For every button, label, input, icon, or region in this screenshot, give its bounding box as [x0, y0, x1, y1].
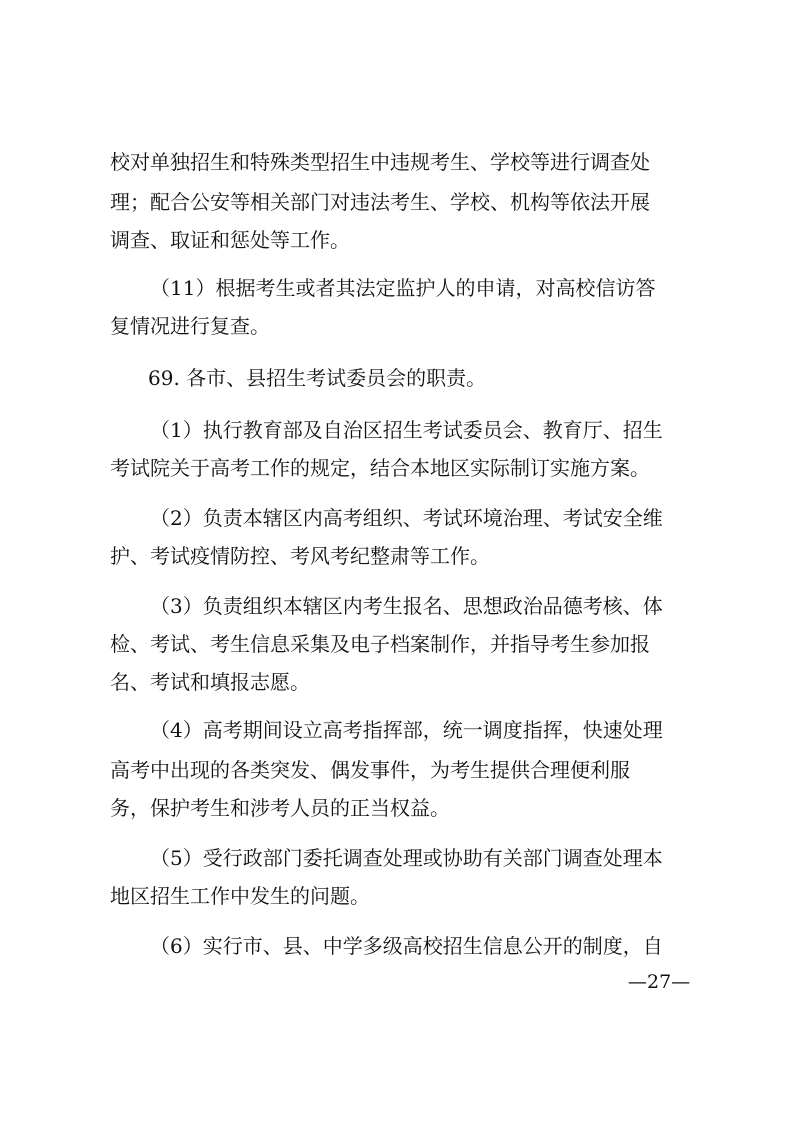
text-line-content: 调查、取证和惩处等工作。 — [110, 228, 350, 252]
text-line-content: （3）负责组织本辖区内考生报名、思想政治品德考核、体 — [150, 594, 663, 618]
text-line — [0, 182, 794, 222]
text-line-content: （5）受行政部门委托调查处理或协助有关部门调查处理本 — [150, 846, 663, 870]
paragraph-3-line — [0, 586, 794, 626]
text-line-content: 校对单独招生和特殊类型招生中违规考生、学校等进行调查处 — [110, 150, 650, 174]
text-line — [0, 220, 794, 260]
paragraph-4-line — [0, 710, 794, 750]
text-line-content: 理；配合公安等相关部门对违法考生、学校、机构等依法开展 — [110, 190, 650, 214]
text-line-content: 检、考试、考生信息采集及电子档案制作，并指导考生参加报 — [110, 632, 650, 656]
text-line — [0, 536, 794, 576]
paragraph-2-line — [0, 498, 794, 538]
paragraph-11-line — [0, 268, 794, 308]
text-line-content: （4）高考期间设立高考指挥部，统一调度指挥，快速处理 — [150, 718, 663, 742]
text-line — [0, 662, 794, 702]
text-line-content: 名、考试和填报志愿。 — [110, 670, 310, 694]
text-line-content: （6）实行市、县、中学多级高校招生信息公开的制度，自 — [150, 934, 663, 958]
section-heading-text: 69. 各市、县招生考试委员会的职责。 — [148, 366, 487, 390]
text-line-content: （2）负责本辖区内高考组织、考试环境治理、考试安全维 — [150, 506, 663, 530]
paragraph-1-line — [0, 410, 794, 450]
text-line-content: 务，保护考生和涉考人员的正当权益。 — [110, 796, 450, 820]
text-line-content: 护、考试疫情防控、考风考纪整肃等工作。 — [110, 544, 490, 568]
text-line — [0, 142, 794, 182]
text-line-content: （1）执行教育部及自治区招生考试委员会、教育厅、招生 — [150, 418, 663, 442]
paragraph-6-line — [0, 926, 794, 966]
text-line-content: 复情况进行复查。 — [110, 314, 270, 338]
text-line — [0, 306, 794, 346]
text-line — [0, 448, 794, 488]
text-line — [0, 624, 794, 664]
text-line-content: （11）根据考生或者其法定监护人的申请，对高校信访答 — [150, 276, 656, 300]
text-line — [0, 788, 794, 828]
text-line — [0, 876, 794, 916]
paragraph-5-line — [0, 838, 794, 878]
section-heading-69 — [0, 358, 794, 398]
text-line-content: 考试院关于高考工作的规定，结合本地区实际制订实施方案。 — [110, 456, 650, 480]
text-line — [0, 750, 794, 790]
text-line-content: 地区招生工作中发生的问题。 — [110, 884, 370, 908]
text-line-content: 高考中出现的各类突发、偶发事件，为考生提供合理便利服 — [110, 758, 630, 782]
page-number: —27— — [628, 971, 691, 993]
